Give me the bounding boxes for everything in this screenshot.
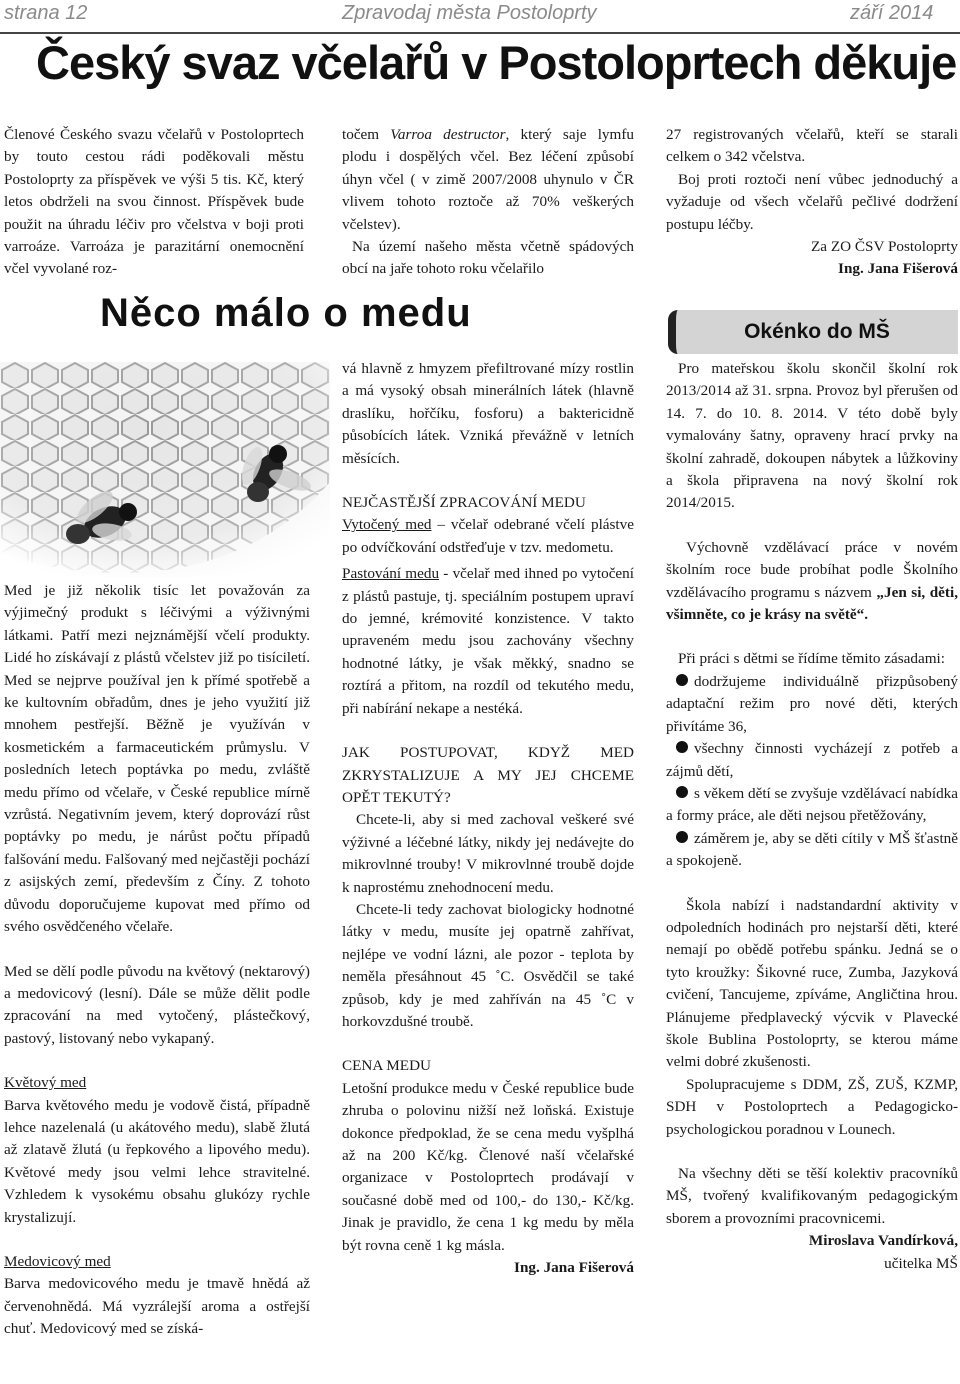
kvetovy-heading: Květový med bbox=[4, 1074, 87, 1092]
medovicovy-heading: Medovicový med bbox=[4, 1252, 111, 1270]
article1-text: Na území našeho města včetně spádových obcí na jaře tohoto roku včelařilo bbox=[342, 238, 634, 278]
article1-text: 27 registrovaných včelařů, kteří se starali celkem o 342 včelstva. bbox=[666, 126, 958, 166]
article1-text: točem Varroa destructor, který saje lymfu plodu i dospělých včel. Bez léčení způsobí úhyn včel ( v zimě 2007/2008 uhynulo v ČR vlivem tohoto roztoče až 70% veškerých včelstev). bbox=[342, 126, 634, 233]
issue-date: září 2014 bbox=[850, 2, 934, 24]
processing-heading: NEJČASTĚJŠÍ ZPRACOVÁNÍ MEDU bbox=[342, 494, 586, 512]
pastovani-desc: - včelař med ihned po vytočení z plástů pastuje, tj. speciálním postupem upraví do jemné, krémovité konzistence. V takto upraveném medu jsou zachovány všechny hodnotné látky, je však měkký, snadno se roztírá a přitom, na rozdíl od tekutého medu, při nabírání nekape a nestéká. bbox=[342, 565, 634, 717]
bullet-icon bbox=[676, 786, 688, 798]
article2-col2 bbox=[342, 358, 634, 1279]
okenko-bullet bbox=[666, 738, 958, 783]
crystal-text: Chcete-li tedy zachovat biologicky hodnotné látky v medu, musíte jej opatrně zahřívat, nejlépe ve vodní lázni, ale pozor - teplota by neměla přesáhnout 45 ˚C. Osvědčil se také způsob, kdy je med zahříván na 45 ˚C v horkovzdušné troubě. bbox=[342, 900, 634, 1030]
okenko-column bbox=[666, 358, 958, 1275]
article2-title: Něco málo o medu bbox=[100, 291, 472, 335]
signoff-org: Za ZO ČSV Postoloprty bbox=[811, 238, 958, 256]
crystal-heading: JAK POSTUPOVAT, KDYŽ MED ZKRYSTALIZUJE A MY JEJ CHCEME OPĚT TEKUTÝ? bbox=[342, 744, 634, 806]
bees-honeycomb-photo bbox=[0, 362, 330, 577]
species-name: Varroa destructor bbox=[390, 126, 506, 143]
bullet-text: všechny činnosti vycházejí z potřeb a zájmů dětí, bbox=[666, 740, 958, 780]
article1-col1 bbox=[4, 124, 304, 281]
honey-cont: vá hlavně z hmyzem přefiltrované mízy rostlin a má vysoký obsah minerálních látek (hlavně draslíku, hořčíku, fosforu) a baktericidně působících látek. Vzniká převážně v letních měsících. bbox=[342, 360, 634, 467]
article1-col3 bbox=[666, 124, 958, 281]
bullet-text: s věkem dětí se zvyšuje vzdělávací nabídka a formy práce, ale děti nejsou přetěžovány, bbox=[666, 784, 958, 825]
bullet-text: dodržujeme individuálně přizpůsobený adaptační režim pro nové děti, kterých přivítáme 36, bbox=[666, 672, 958, 735]
article2-author: Ing. Jana Fišerová bbox=[514, 1259, 634, 1277]
pastovani-term: Pastování medu bbox=[342, 565, 440, 583]
vytoceny-desc: – včelař odebrané včelí plástve po odvíčkování odstřeďuje v tzv. medometu. bbox=[342, 516, 634, 556]
bullet-icon bbox=[676, 831, 688, 843]
page-headline: Český svaz včelařů v Postoloprtech děkuje bbox=[36, 36, 957, 89]
okenko-text bbox=[666, 537, 958, 627]
article2-col1 bbox=[4, 580, 310, 1341]
honey-intro: Med je již několik tisíc let považován za výjimečný produkt s léčivými a výživnými látkami. Patří mezi nejznámější včelí produkty. Lidé ho získávají z plástů včelstev již po tisíciletí. Med se nejprve používal jen k přímé spotřebě a ke kultovním obřadům, dnes je jeho využití již mnohem pestřejší. Běžně je využíván v kosmetickém a farmaceutickém průmyslu. V posledních letech poptávka po medu, zvláště medu přímo od včelaře, v České republice mírně vzrůstá. Negativním jevem, který doprovází růst poptávky po medu, je nárůst počtu případů falšování medu. Falšovaný med nejčastěji pochází z asijských zemí, především z Číny. Z tohoto důvodu doporučujeme kupovat med přímo od svého osvědčeného včelaře. bbox=[4, 582, 310, 936]
okenko-text: Škola nabízí i nadstandardní aktivity v odpoledních hodinách pro nejstarší děti, které nemají po obědě potřebu spánku. Jedná se o tyto kroužky: Šikovné ruce, Zumba, Jazyková cvičení, Tancujeme, zpíváme, Angličtina hrou. Plánujeme předplavecký výcvik v Plavecké škole Bublina Postoloprty, se kterou máme velmi dobré zkušenosti. bbox=[666, 896, 958, 1071]
header-rule bbox=[0, 32, 960, 34]
okenko-sign-name: Miroslava Vandírková, bbox=[808, 1232, 958, 1250]
okenko-text: Na všechny děti se těší kolektiv pracovníků MŠ, tvořený kvalifikovaným pedagogickým sborem a provozními pracovnicemi. bbox=[666, 1165, 958, 1227]
okenko-title: Okénko do MŠ bbox=[668, 310, 958, 354]
okenko-text: Spolupracujeme s DDM, ZŠ, ZUŠ, KZMP, SDH v Postoloprtech a Pedagogicko-psychologickou poradnou v Lounech. bbox=[666, 1075, 958, 1138]
vytoceny-term: Vytočený med bbox=[342, 516, 432, 534]
signoff-name: Ing. Jana Fišerová bbox=[838, 260, 958, 278]
honey-division: Med se dělí podle původu na květový (nektarový) a medovicový (lesní). Dále se může dělit podle zpracování na med vytočený, plástečkový, pastový, listovaný nebo vykapaný. bbox=[4, 962, 310, 1047]
article1-text: Boj proti roztoči není vůbec jednoduchý a vyžaduje od všech včelařů pečlivé dodržení postupu léčby. bbox=[666, 170, 958, 233]
kvetovy-text: Barva květového medu je vodově čistá, případně lehce nazelenalá (u akátového medu), slabě žlutá až zlatavě žlutá (u řepkového a lipového medu). Květové medy jsou velmi lehce stravitelné. Vzhledem k vysokému obsahu glukózy rychle krystalizují. bbox=[4, 1096, 310, 1226]
okenko-text: Při práci s dětmi se řídíme těmito zásadami: bbox=[678, 650, 945, 668]
price-heading: CENA MEDU bbox=[342, 1057, 432, 1075]
price-text: Letošní produkce medu v České republice bude zhruba o polovinu nižší než loňská. Existuje dokonce předpoklad, že se cena medu vyšplhá až na 200 Kč/kg. Členové naší včelařské organizace v Postoloprtech prodávají v současné době med od 100,- do 130,- Kč/kg. Jinak je pravidlo, že cena 1 kg medu by měla být rovna ceně 1 kg másla. bbox=[342, 1079, 634, 1254]
okenko-sign-role: učitelka MŠ bbox=[884, 1254, 958, 1272]
publication-title: Zpravodaj města Postoloprty bbox=[342, 2, 597, 24]
page-header bbox=[0, 0, 960, 30]
article1-text: Členové Českého svazu včelařů v Postoloprtech by touto cestou rádi poděkovali městu Postoloprty za příspěvek ve výši 5 tis. Kč, který letos obdrželi na svou činnost. Příspěvek bude použit na úhradu léčiv pro včelstva v boji proti varroáze. Varroáza je parazitární onemocnění včel vyvolané roz- bbox=[4, 126, 304, 278]
page-number: strana 12 bbox=[4, 2, 88, 24]
okenko-bullet bbox=[666, 671, 958, 738]
vytoceny-text bbox=[342, 514, 634, 559]
okenko-bullet bbox=[666, 783, 958, 828]
program-intro: Výchovně vzdělávací práce v novém školním roce bude probíhat podle Školního vzdělávacího programu s názvem bbox=[666, 538, 958, 601]
program-name: „Jen si, děti, všimněte, co je krásy na světě“. bbox=[666, 583, 958, 624]
bullet-icon bbox=[676, 741, 688, 753]
crystal-text: Chcete-li, aby si med zachoval veškeré své výživné a léčebné látky, nikdy jej nedávejte do mikrovlnné trouby! V mikrovlnné troubě dojde k naprostému znehodnocení medu. bbox=[342, 811, 634, 896]
pastovani-text bbox=[342, 563, 634, 720]
okenko-bullet bbox=[666, 828, 958, 873]
bullet-icon bbox=[676, 674, 688, 686]
article1-col2 bbox=[342, 124, 634, 281]
bullet-text: záměrem je, aby se děti cítily v MŠ šťastně a spokojeně. bbox=[666, 829, 958, 870]
medovicovy-text: Barva medovicového medu je tmavě hnědá až červenohnědá. Má vyzrálejší aroma a ostřejší chuť. Medovicový med se získá- bbox=[4, 1275, 310, 1338]
okenko-text: Pro mateřskou školu skončil školní rok 2013/2014 až 31. srpna. Provoz byl přerušen od 14. 7. do 10. 8. 2014. V této době byly vymalovány šatny, opraveny hrací prvky na školní zahradě, dokoupen nábytek a lůžkoviny a škola připravena na nový školní rok 2014/2015. bbox=[666, 360, 958, 512]
